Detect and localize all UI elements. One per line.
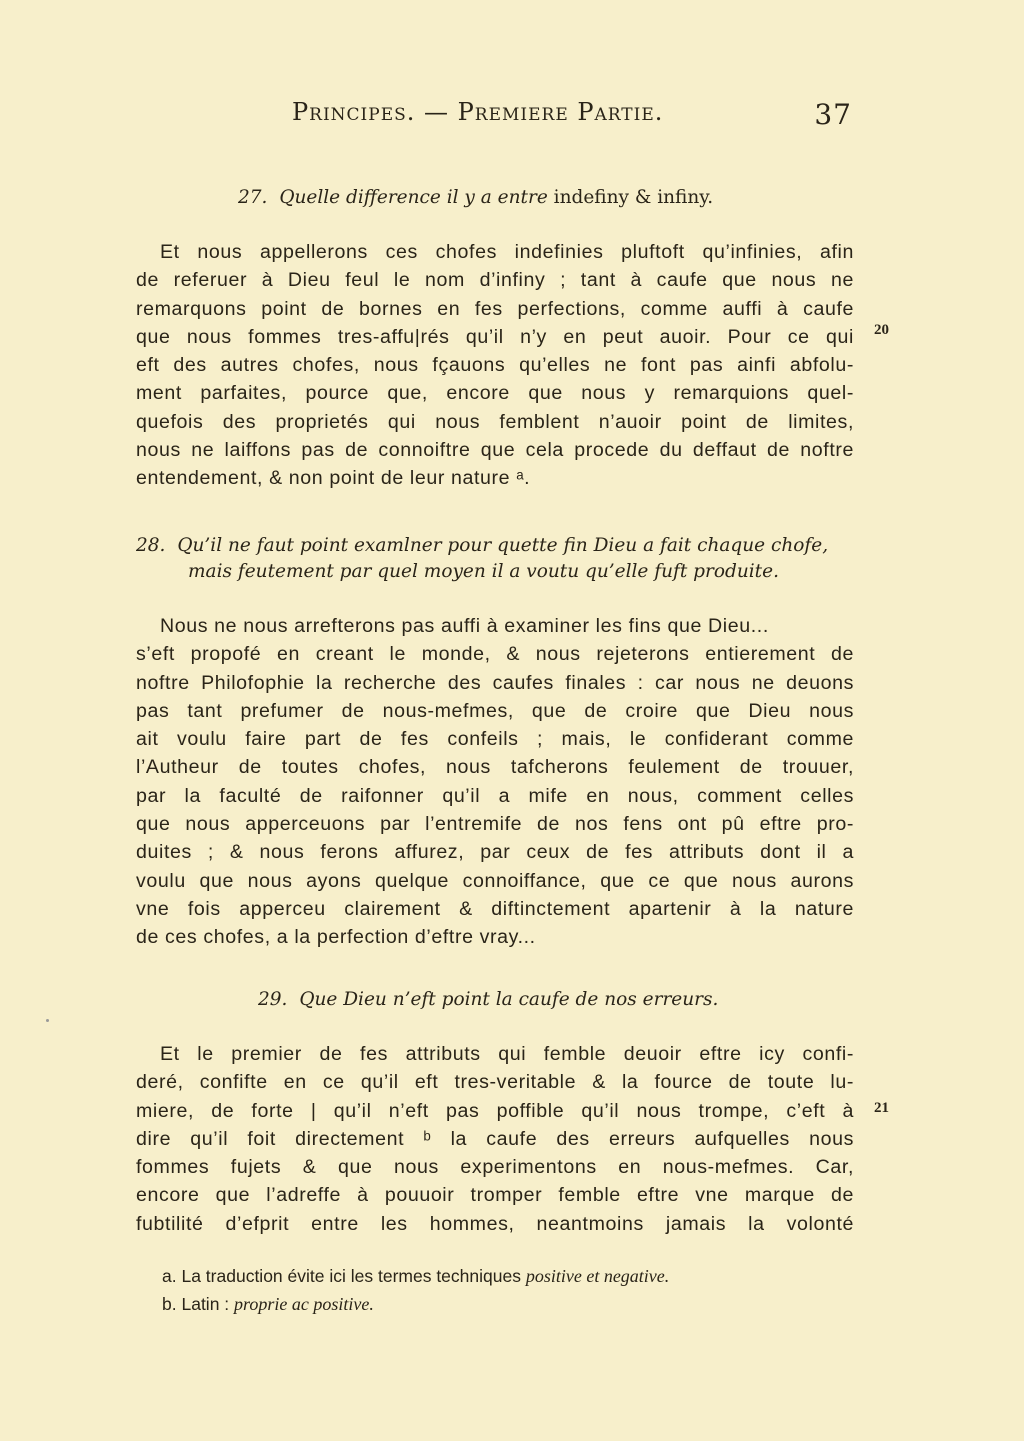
text-line: que nous fommes tres-affu|rés qu’il n’y en peut auoir. Pour ce qui bbox=[136, 325, 854, 348]
footnote-italic: positive et negative. bbox=[525, 1266, 670, 1286]
section-heading-28-cont bbox=[188, 558, 779, 586]
text-line: Nous ne nous arrefterons pas auffi à examiner les fins que Dieu... bbox=[160, 615, 769, 637]
text-line: Et le premier de fes attributs qui femble deuoir eftre icy confi- bbox=[160, 1043, 854, 1065]
footnote-text: Latin : bbox=[181, 1294, 230, 1314]
footnotes bbox=[162, 1262, 862, 1318]
footnote-mark: b. bbox=[162, 1294, 177, 1314]
text-line: noftre Philofophie la recherche des caufes finales : car nous ne deuons bbox=[136, 671, 854, 694]
text-line: miere, de forte | qu’il n’eft pas poffible qu’il nous trompe, c’eft à bbox=[136, 1099, 854, 1122]
heading-number: 28. bbox=[136, 535, 166, 556]
footnote-italic: proprie ac positive. bbox=[234, 1294, 374, 1314]
margin-line-number: 20 bbox=[874, 322, 889, 338]
text-line: voulu que nous ayons quelque connoiffance, que ce que nous aurons bbox=[136, 869, 854, 892]
text-line: quefois des proprietés qui nous femblent n’auoir point de limites, bbox=[136, 410, 854, 433]
footnote-text: La traduction évite ici les termes techniques bbox=[181, 1266, 521, 1286]
text-line: eft des autres chofes, nous fçauons qu’elles ne font pas ainfi abfolu- bbox=[136, 354, 854, 377]
heading-number: 27. bbox=[238, 187, 268, 208]
margin-line-number: 21 bbox=[874, 1100, 889, 1116]
text-line: fubtilité d’efprit entre les hommes, neantmoins jamais la volonté bbox=[136, 1212, 854, 1235]
footnote-mark: a. bbox=[162, 1266, 177, 1286]
running-head bbox=[292, 98, 852, 131]
text-line: de ces chofes, a la perfection d’eftre vray... bbox=[136, 926, 536, 949]
text-line: Et nous appellerons ces chofes indefinies pluftoft qu’infinies, afin bbox=[160, 241, 854, 263]
section-heading-27 bbox=[238, 184, 713, 212]
text-line: duites ; & nous ferons affurez, par ceux de fes attributs dont il a bbox=[136, 841, 854, 864]
heading-number: 29. bbox=[258, 989, 288, 1010]
section-heading-29 bbox=[258, 986, 718, 1014]
text-line: entendement, & non point de leur nature ᵃ. bbox=[136, 467, 531, 490]
paragraph-29 bbox=[136, 1040, 854, 1238]
text-line: vne fois apperceu clairement & diftinctement apartenir à la nature bbox=[136, 897, 854, 920]
heading-roman-text: indefiny & infiny. bbox=[553, 187, 714, 208]
text-line: pas tant prefumer de nous-mefmes, que de croire que Dieu nous bbox=[136, 699, 854, 722]
paragraph-27 bbox=[136, 238, 854, 493]
paper-speck bbox=[46, 1019, 49, 1022]
heading-line-2: mais feutement par quel moyen il a voutu qu’elle fuft produite. bbox=[188, 561, 779, 582]
text-line: fommes fujets & que nous experimentons en nous-mefmes. Car, bbox=[136, 1156, 854, 1179]
text-line: ment parfaites, pource que, encore que nous y remarquions quel- bbox=[136, 382, 854, 405]
heading-line-1: Qu’il ne faut point examlner pour quette fin Dieu a fait chaque chofe, bbox=[177, 535, 829, 556]
section-heading-28 bbox=[136, 532, 828, 560]
paragraph-28 bbox=[136, 612, 854, 952]
text-line: s’eft propofé en creant le monde, & nous rejeterons entierement de bbox=[136, 643, 854, 666]
text-line: de referuer à Dieu feul le nom d’infiny ; tant à caufe que nous ne bbox=[136, 269, 854, 292]
text-line: l’Autheur de toutes chofes, nous tafcherons feulement de trouuer, bbox=[136, 756, 854, 779]
text-line: encore que l’adreffe à pouuoir tromper femble eftre vne marque de bbox=[136, 1184, 854, 1207]
footnote-b bbox=[162, 1290, 862, 1318]
text-line: remarquons point de bornes en fes perfections, comme auffi à caufe bbox=[136, 297, 854, 320]
page-number: 37 bbox=[814, 98, 852, 131]
heading-italic-text: Quelle difference il y a entre bbox=[279, 187, 548, 208]
text-line: nous ne laiffons pas de connoiftre que cela procede du deffaut de noftre bbox=[136, 439, 854, 462]
text-line: ait voulu faire part de fes confeils ; mais, le confiderant comme bbox=[136, 728, 854, 751]
heading-italic-text: Que Dieu n’eft point la caufe de nos erreurs. bbox=[299, 989, 719, 1010]
text-line: que nous apperceuons par l’entremife de nos fens ont pû eftre pro- bbox=[136, 813, 854, 836]
footnote-a bbox=[162, 1262, 862, 1290]
text-line: dire qu’il foit directement ᵇ la caufe des erreurs aufquelles nous bbox=[136, 1127, 854, 1150]
running-head-title: Principes. — Premiere Partie. bbox=[292, 98, 664, 126]
text-line: deré, confifte en ce qu’il eft tres-veritable & la fource de toute lu- bbox=[136, 1071, 854, 1094]
text-line: par la faculté de raifonner qu’il a mife en nous, comment celles bbox=[136, 784, 854, 807]
